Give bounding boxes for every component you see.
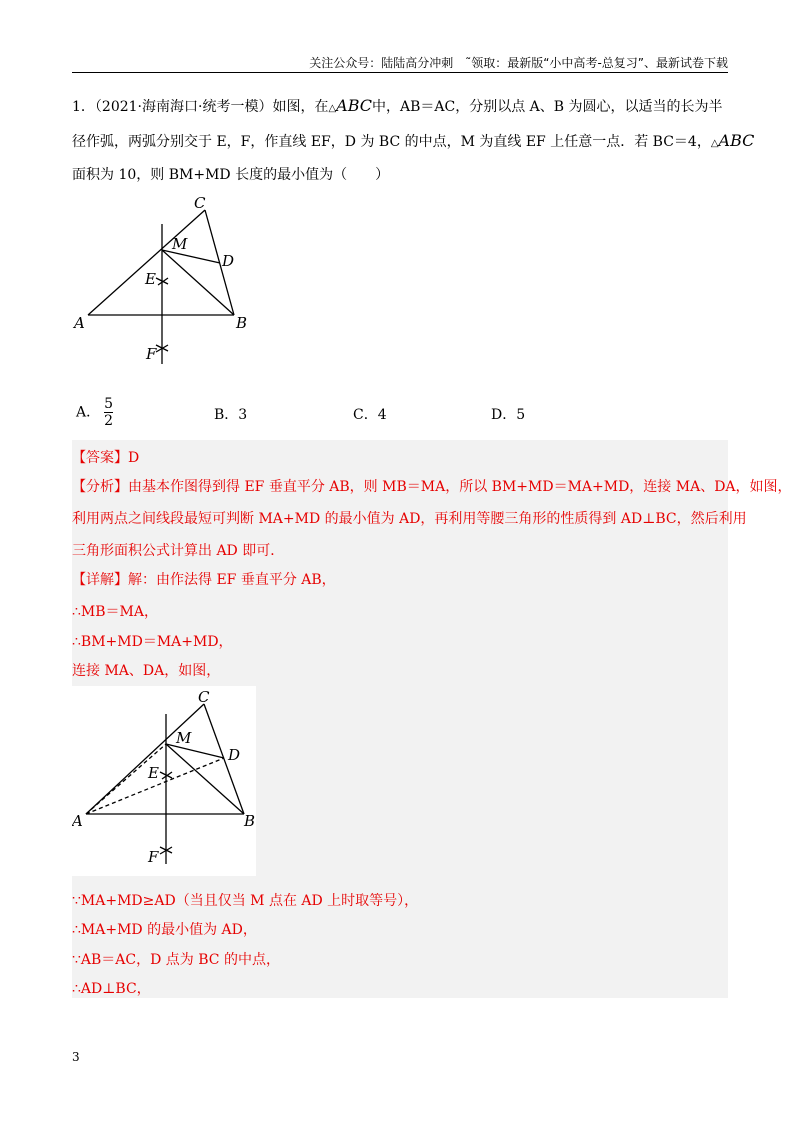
option-d-value: 5 (516, 407, 526, 423)
question-number: 1． (72, 99, 95, 115)
option-a-numerator: 5 (104, 396, 114, 412)
option-a-fraction (104, 396, 113, 429)
option-c-letter: C． (353, 407, 378, 423)
header-rule (72, 72, 728, 73)
detail-line-1: 【详解】解：由作法得 EF 垂直平分 AB， (72, 572, 336, 588)
detail-line-5: ∵MA+MD≥AD（当且仅当 M 点在 AD 上时取等号）， (72, 893, 419, 909)
page-header: 关注公众号：陆陆高分冲刺 ˜领取：最新版“小中高考-总复习”、最新试卷下载 (309, 56, 728, 70)
question-line2-text: 径作弧，两弧分别交于 E，F，作直线 EF，D 为 BC 的中点，M 为直线 EF 上任意一点．若 BC＝4， (72, 134, 711, 150)
analysis-line-1: 【分析】由基本作图得到得 EF 垂直平分 AB，则 MB＝MA，所以 BM+MD＝MA+MD，连接 MA、DA，如图， (72, 479, 792, 495)
question-line1-rest: 中，AB＝AC，分别以点 A、B 为圆心，以适当的长为半 (372, 99, 723, 115)
option-c (353, 404, 387, 424)
option-a-letter: A． (76, 404, 101, 421)
detail-line-6: ∴MA+MD 的最小值为 AD， (72, 922, 257, 938)
label-f: F (146, 345, 157, 363)
option-d-letter: D． (491, 407, 517, 423)
question-line-1 (72, 96, 723, 116)
segment-ac (88, 210, 205, 315)
label-b: B (236, 314, 248, 332)
option-b-value: 3 (238, 407, 248, 423)
triangle-symbol: △ (328, 103, 337, 114)
figure-1 (72, 192, 272, 372)
option-b (214, 404, 247, 424)
label-e: E (145, 270, 156, 288)
label-c: C (194, 194, 206, 212)
page-number: 3 (72, 1050, 80, 1064)
question-source: （2021·海南海口·统考一模）如图，在 (94, 99, 329, 115)
question-line-3: 面积为 10，则 BM+MD 长度的最小值为（ ） (72, 167, 390, 183)
label-c-2: C (198, 688, 210, 706)
detail-line-3: ∴BM+MD＝MA+MD， (72, 634, 233, 650)
figure-2 (72, 686, 262, 876)
triangle-name: ABC (336, 96, 373, 115)
label-a-2: A (72, 812, 83, 830)
answer-line: 【答案】D (72, 450, 140, 466)
label-e-2: E (148, 764, 159, 782)
triangle-symbol-2: △ (710, 138, 719, 149)
detail-line-2: ∴MB＝MA， (72, 604, 158, 620)
analysis-line-3: 三角形面积公式计算出 AD 即可． (72, 543, 285, 559)
option-a (76, 396, 113, 429)
segment-md (162, 250, 220, 263)
option-d (491, 404, 525, 424)
label-m-2: M (176, 729, 192, 747)
triangle-name-2: ABC (718, 131, 755, 150)
label-d: D (222, 252, 235, 270)
label-f-2: F (148, 848, 159, 866)
analysis-line-2: 利用两点之间线段最短可判断 MA+MD 的最小值为 AD，再利用等腰三角形的性质得到 AD⊥BC，然后利用 (72, 511, 747, 527)
option-b-letter: B． (214, 407, 239, 423)
detail-line-8: ∴AD⊥BC， (72, 981, 151, 997)
question-line-2 (72, 131, 754, 151)
label-b-2: B (244, 812, 256, 830)
option-a-denominator: 2 (104, 413, 114, 429)
label-a: A (74, 314, 85, 332)
detail-line-7: ∵AB＝AC，D 点为 BC 的中点， (72, 952, 280, 968)
label-m: M (172, 235, 188, 253)
detail-line-4: 连接 MA、DA，如图， (72, 663, 221, 679)
segment-ac-2 (86, 704, 204, 814)
option-c-value: 4 (377, 407, 387, 423)
label-d-2: D (228, 746, 241, 764)
